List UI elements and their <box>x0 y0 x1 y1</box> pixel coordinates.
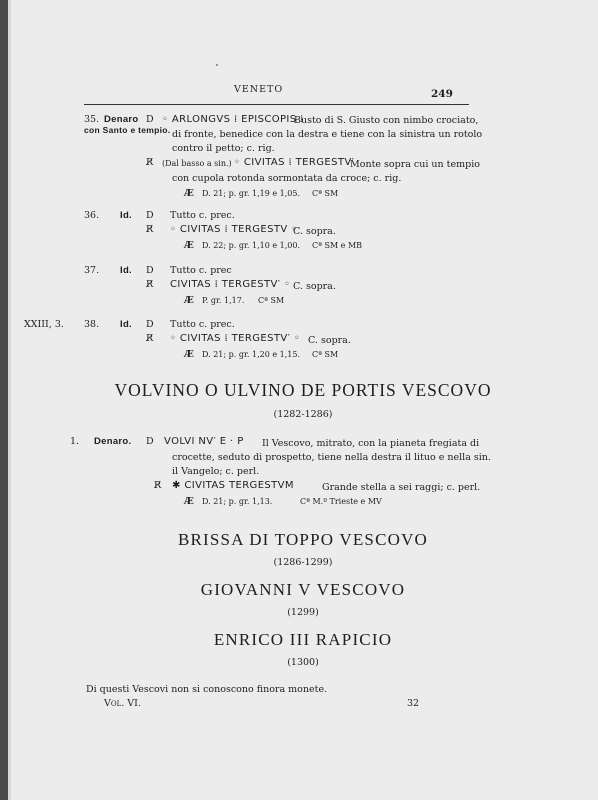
obverse-description-cont: crocette, seduto di prospetto, tiene nella destra il lituo e nella sin. <box>172 452 491 463</box>
collections: Cª M.º Trieste e MV <box>300 497 382 506</box>
reverse-legend: ◦ CIVITAS ⁞ TERGESTV′ ◦ <box>170 333 301 344</box>
reverse-legend: ✱ CIVITAS TERGESTVM <box>172 480 294 491</box>
obverse-marker: D <box>146 319 154 330</box>
reverse-description: C. sopra. <box>293 226 336 237</box>
specs: D. 22; p. gr. 1,10 e 1,00. <box>202 241 300 250</box>
specs: D. 21; p. gr. 1,20 e 1,15. <box>202 350 300 359</box>
specs: D. 21; p. gr. 1,19 e 1,05. <box>202 189 300 198</box>
metal-symbol: Æ <box>184 349 194 360</box>
reverse-prefix: (Dal basso a sin.) <box>162 159 232 168</box>
section-years-volvino: (1282-1286) <box>273 409 333 420</box>
obverse-legend: ◦ ARLONGVS ⁞ EPISCOPIS ⁞ <box>162 114 304 125</box>
entry-number: 1. <box>70 436 80 447</box>
reverse-marker: R̸ <box>146 279 154 290</box>
entry-number: 36. <box>84 210 100 221</box>
entry-type: Id. <box>120 210 132 221</box>
plate-reference: XXIII, 3. <box>24 319 64 330</box>
specs: D. 21; p. gr. 1,13. <box>202 497 273 506</box>
reverse-description: C. sopra. <box>293 281 336 292</box>
metal-symbol: Æ <box>184 496 194 507</box>
speck <box>216 64 218 66</box>
collections: Cª SM <box>258 296 285 305</box>
entry-type: Id. <box>120 319 132 330</box>
metal-symbol: Æ <box>184 188 194 199</box>
entry-number: 37. <box>84 265 100 276</box>
obverse-marker: D <box>146 114 154 125</box>
obverse-description-cont: contro il petto; c. rig. <box>172 143 275 154</box>
reverse-legend: CIVITAS ⁞ TERGESTV′ ◦ <box>170 279 291 290</box>
section-title-volvino: VOLVINO O ULVINO DE PORTIS VESCOVO <box>114 380 492 400</box>
reverse-legend: ◦ CIVITAS ⁞ TERGESTV′ <box>234 157 355 168</box>
obverse-description: Tutto c. prec. <box>170 319 235 330</box>
document-page <box>8 0 598 800</box>
entry-type: Denaro. <box>94 436 132 447</box>
running-header: VENETO <box>234 84 284 95</box>
header-rule <box>84 104 469 105</box>
reverse-marker: R̸ <box>146 224 154 235</box>
reverse-description-cont: con cupola rotonda sormontata da croce; c. rig. <box>172 173 402 184</box>
entry-number: 35. <box>84 114 100 125</box>
entry-type-detail: con Santo e tempio. <box>84 125 171 135</box>
volume-label: Vol. VI. <box>104 698 141 709</box>
section-title-giovanni: GIOVANNI V VESCOVO <box>200 580 406 599</box>
reverse-description: Monte sopra cui un tempio <box>350 159 480 170</box>
entry-type: Id. <box>120 265 132 276</box>
reverse-marker: R̸ <box>154 480 162 491</box>
collections: Cª SM <box>312 350 339 359</box>
section-title-enrico: ENRICO III RAPICIO <box>213 630 393 649</box>
page-number: 249 <box>431 88 453 100</box>
obverse-description-cont: il Vangelo; c. perl. <box>172 466 260 477</box>
obverse-description-cont: di fronte, benedice con la destra e tiene con la sinistra un rotolo <box>172 129 483 140</box>
section-years-brissa: (1286-1299) <box>273 557 333 568</box>
reverse-marker: R̸ <box>146 157 154 168</box>
reverse-legend: ◦ CIVITAS ⁞ TERGESTV ◦ <box>170 224 298 235</box>
obverse-description: Busto di S. Giusto con nimbo crociato, <box>294 115 479 126</box>
obverse-marker: D <box>146 265 154 276</box>
obverse-marker: D <box>146 210 154 221</box>
reverse-description: Grande stella a sei raggi; c. perl. <box>322 482 481 493</box>
entry-type: Denaro <box>104 114 139 125</box>
signature-mark: 32 <box>407 698 420 709</box>
obverse-description: Il Vescovo, mitrato, con la pianeta fregiata di <box>262 438 480 449</box>
obverse-legend: VOLVI NV′ E · P <box>164 436 244 447</box>
metal-symbol: Æ <box>184 295 194 306</box>
obverse-description: Tutto c. prec <box>170 265 232 276</box>
reverse-description: C. sopra. <box>308 335 351 346</box>
specs: P. gr. 1,17. <box>202 296 245 305</box>
metal-symbol: Æ <box>184 240 194 251</box>
closing-note: Di questi Vescovi non si conoscono finora monete. <box>86 684 328 695</box>
section-years-enrico: (1300) <box>287 657 319 668</box>
section-title-brissa: BRISSA DI TOPPO VESCOVO <box>177 530 429 549</box>
entry-number: 38. <box>84 319 100 330</box>
obverse-description: Tutto c. prec. <box>170 210 235 221</box>
obverse-marker: D <box>146 436 154 447</box>
collections: Cª SM <box>312 189 339 198</box>
reverse-marker: R̸ <box>146 333 154 344</box>
collections: Cª SM e MB <box>312 241 363 250</box>
section-years-giovanni: (1299) <box>287 607 319 618</box>
